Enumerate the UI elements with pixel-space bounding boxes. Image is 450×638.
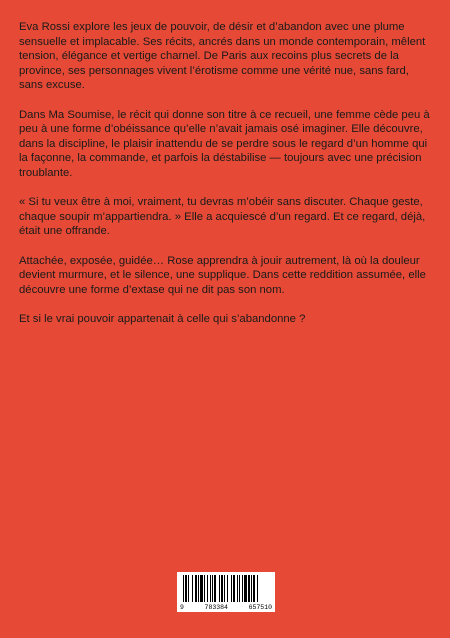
barcode-digits-right: 657510 [248, 604, 272, 611]
blurb-paragraph-story: Dans Ma Soumise, le récit qui donne son titre à ce recueil, une femme cède peu à peu à une forme d’obéissance qu’elle n’avait jamais osé imaginer. Elle découvre, dans la discipline, le plaisir inattendu de se perdre sous le regard d’un homme qui la façonne, la commande, et parfois la déstabilise — toujours avec une précision troublante. [19, 108, 430, 179]
barcode-bar [212, 575, 213, 602]
barcode-bar [221, 575, 223, 602]
barcode-bar [204, 575, 205, 602]
barcode-digits [180, 604, 272, 611]
barcode-bar [251, 575, 252, 602]
barcode-bar [198, 575, 199, 602]
barcode-bar [253, 575, 255, 602]
barcode-bar [207, 575, 208, 602]
barcode-bar [244, 575, 247, 602]
barcode-bar [214, 575, 216, 602]
barcode-bar [210, 575, 211, 602]
barcode-bar [183, 575, 184, 602]
barcode-bar [237, 575, 238, 602]
barcode-bar [227, 575, 228, 602]
blurb-paragraph-quote: « Si tu veux être à moi, vraiment, tu devras m’obéir sans discuter. Chaque geste, chaque soupir m’appartiendra. » Elle a acquiescé d’un regard. Et ce regard, déjà, était une offrande. [19, 196, 426, 237]
barcode-bar [188, 575, 189, 602]
blurb-paragraph-author: Eva Rossi explore les jeux de pouvoir, de désir et d’abandon avec une plume sensuelle et implacable. Ses récits, ancrés dans un monde contemporain, mêlent tension, élégance et vertige charnel. De Paris aux recoins plus secrets de la province, ses personnages vivent l’érotisme comme une vérité nue, sans fard, sans excuse. [19, 21, 426, 91]
isbn-barcode [177, 572, 275, 612]
barcode-bar [231, 575, 232, 602]
barcode-bar [200, 575, 203, 602]
barcode-bar [242, 575, 243, 602]
barcode-bar [248, 575, 250, 602]
barcode-digits-left: 783384 [204, 604, 228, 611]
barcode-bars [181, 575, 271, 602]
barcode-bar [257, 575, 258, 602]
blurb-paragraph-question: Et si le vrai pouvoir appartenait à celle qui s’abandonne ? [19, 313, 306, 325]
barcode-bar [192, 575, 193, 602]
barcode-bar [233, 575, 235, 602]
barcode-bar [195, 575, 197, 602]
barcode-bar [224, 575, 225, 602]
barcode-bar [185, 575, 187, 602]
back-cover-blurb [19, 20, 433, 342]
barcode-bar [219, 575, 220, 602]
blurb-paragraph-rose: Attachée, exposée, guidée… Rose apprendra à jouir autrement, là où la douleur devient murmure, et le silence, une supplique. Dans cette reddition assumée, elle découvre une forme d’extase qui ne dit pas son nom. [19, 254, 426, 296]
barcode-digit-lead: 9 [180, 604, 184, 611]
barcode-bar [239, 575, 240, 602]
